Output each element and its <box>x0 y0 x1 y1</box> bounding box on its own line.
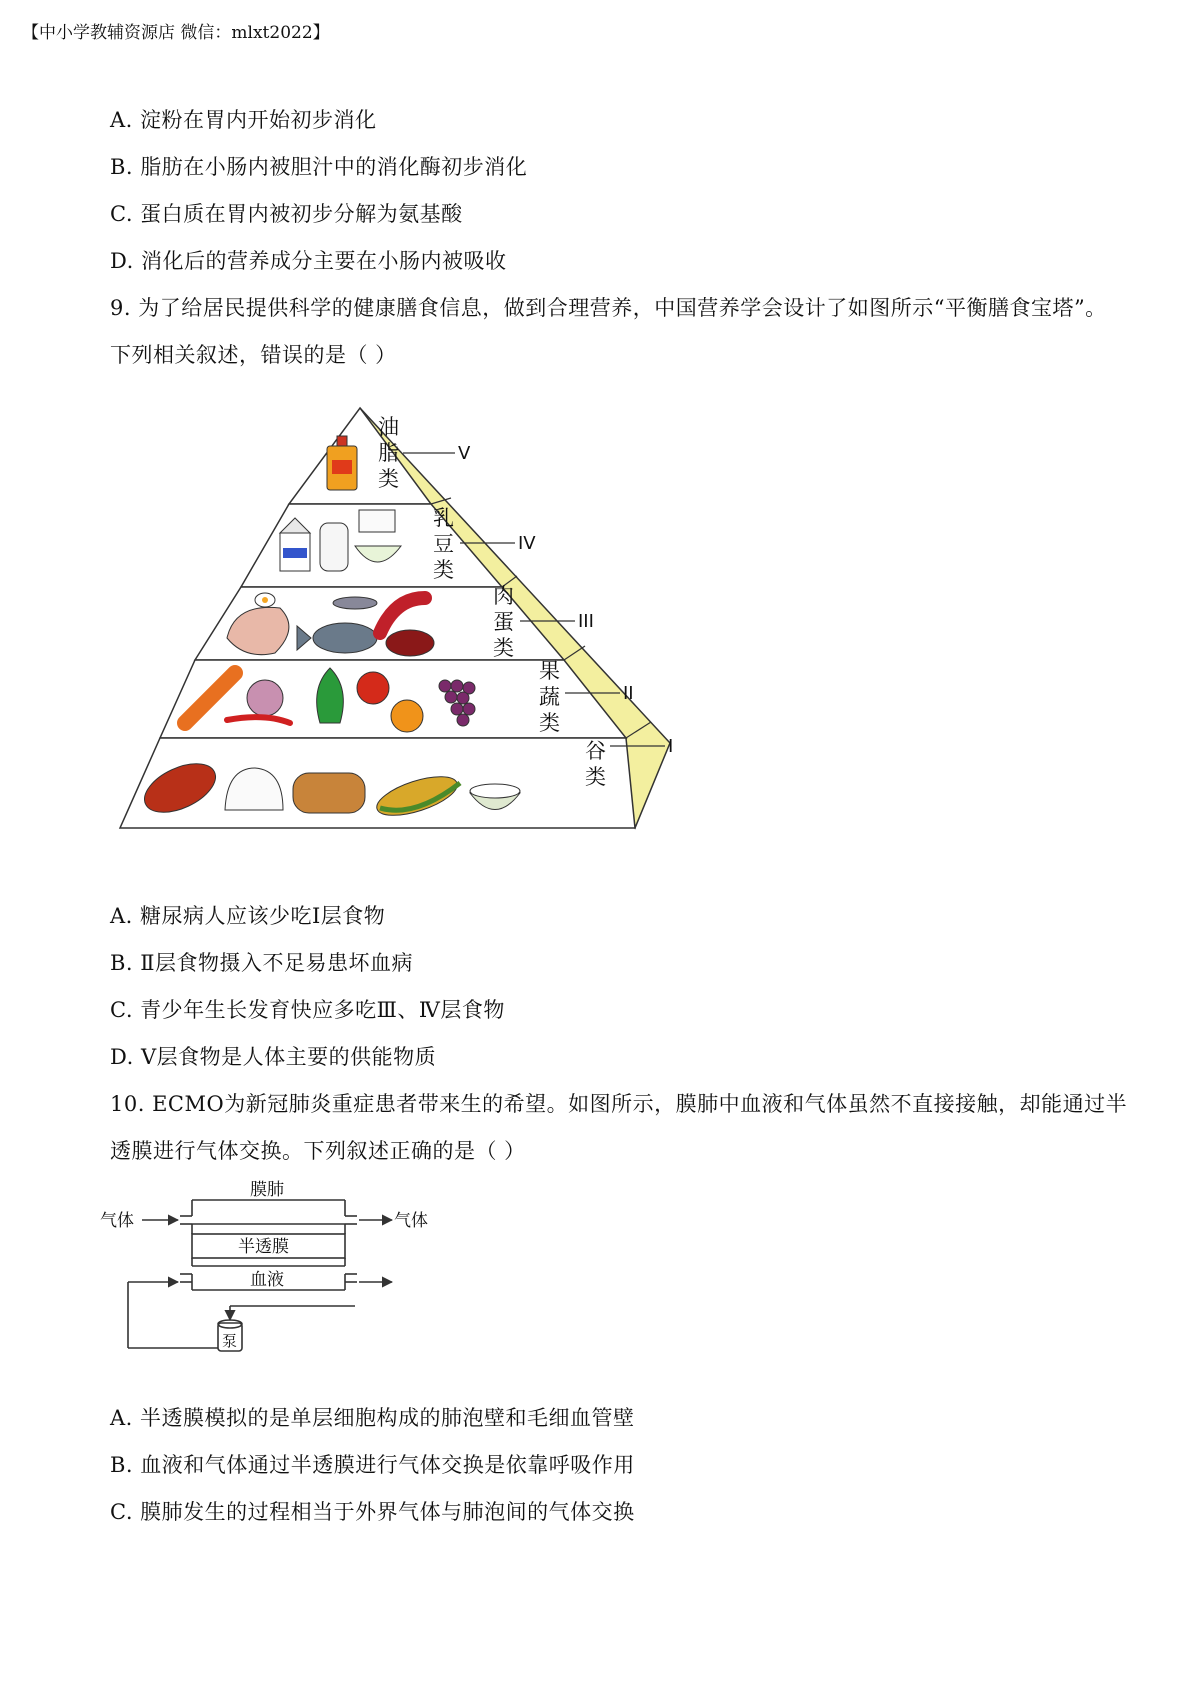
gas-in-label: 气体 <box>100 1211 134 1231</box>
q9-option-a: A. 糖尿病人应该少吃Ⅰ层食物 <box>110 904 386 928</box>
onion-icon <box>247 680 283 716</box>
q10-option-a: A. 半透膜模拟的是单层细胞构成的肺泡壁和毛细血管壁 <box>110 1406 635 1430</box>
q9-option-b: B. Ⅱ层食物摄入不足易患坏血病 <box>110 951 414 975</box>
layer-1-label-char-2: 类 <box>585 765 606 789</box>
header-watermark: 【中小学教辅资源店 微信：mlxt2022】 <box>22 23 330 43</box>
ecmo-diagram <box>100 1178 430 1368</box>
layer-3-label-char-3: 类 <box>493 636 514 660</box>
layer-2-label-char-3: 类 <box>539 711 560 735</box>
gas-out-label: 气体 <box>394 1211 428 1231</box>
q8-option-b: B. 脂肪在小肠内被胆汁中的消化酶初步消化 <box>110 155 528 179</box>
tomato-icon <box>357 672 389 704</box>
layer-5-roman: V <box>458 443 471 464</box>
layer-5-label-char-1: 油 <box>378 415 399 439</box>
layer-4-label-char-2: 豆 <box>433 532 454 556</box>
layer-3-roman: III <box>578 611 594 632</box>
pyramid-layer-5 <box>289 408 431 504</box>
layer-4-roman: IV <box>518 533 536 554</box>
q9-stem-line1: 9. 为了给居民提供科学的健康膳食信息，做到合理营养，中国营养学会设计了如图所示“平衡膳食宝塔”。 <box>110 296 1107 320</box>
layer-2-label-char-2: 蔬 <box>539 685 560 709</box>
egg-icon <box>255 593 275 607</box>
tofu-icon <box>359 510 395 532</box>
semipermeable-membrane-label: 半透膜 <box>238 1237 289 1257</box>
layer-5-label-char-2: 脂 <box>378 441 399 465</box>
q8-option-d: D. 消化后的营养成分主要在小肠内被吸收 <box>110 249 507 273</box>
pump-label: 泵 <box>222 1332 238 1350</box>
q8-option-c: C. 蛋白质在胃内被初步分解为氨基酸 <box>110 202 463 226</box>
orange-icon <box>391 700 423 732</box>
layer-4-label-char-3: 类 <box>433 558 454 582</box>
food-pyramid-figure <box>115 398 715 838</box>
layer-1-label-char-1: 谷 <box>585 739 606 763</box>
q10-stem-line2: 透膜进行气体交换。下列叙述正确的是（ ） <box>110 1139 526 1163</box>
blood-label: 血液 <box>250 1270 284 1290</box>
layer-1-roman: I <box>668 736 674 757</box>
layer-3-label-char-2: 蛋 <box>493 610 514 634</box>
layer-3-label-char-1: 肉 <box>493 584 514 608</box>
layer-2-roman: II <box>623 683 634 704</box>
beef-icon <box>386 630 434 656</box>
q10-option-b: B. 血液和气体通过半透膜进行气体交换是依靠呼吸作用 <box>110 1453 635 1477</box>
milk-bottle-icon <box>320 523 348 571</box>
membrane-lung-label: 膜肺 <box>250 1180 284 1200</box>
layer-4-label-char-1: 乳 <box>433 506 454 530</box>
q9-option-c: C. 青少年生长发育快应多吃Ⅲ、Ⅳ层食物 <box>110 998 505 1022</box>
q10-option-c: C. 膜肺发生的过程相当于外界气体与肺泡间的气体交换 <box>110 1500 635 1524</box>
bread-icon <box>293 773 365 813</box>
layer-2-label-char-1: 果 <box>539 659 560 683</box>
layer-5-label-char-3: 类 <box>378 467 399 491</box>
q9-stem-line2: 下列相关叙述，错误的是（ ） <box>110 343 397 367</box>
q9-option-d: D. Ⅴ层食物是人体主要的供能物质 <box>110 1045 437 1069</box>
q8-option-a: A. 淀粉在胃内开始初步消化 <box>110 108 377 132</box>
q10-stem-line1: 10. ECMO为新冠肺炎重症患者带来生的希望。如图所示，膜肺中血液和气体虽然不直接接触，却能通过半 <box>110 1092 1128 1116</box>
